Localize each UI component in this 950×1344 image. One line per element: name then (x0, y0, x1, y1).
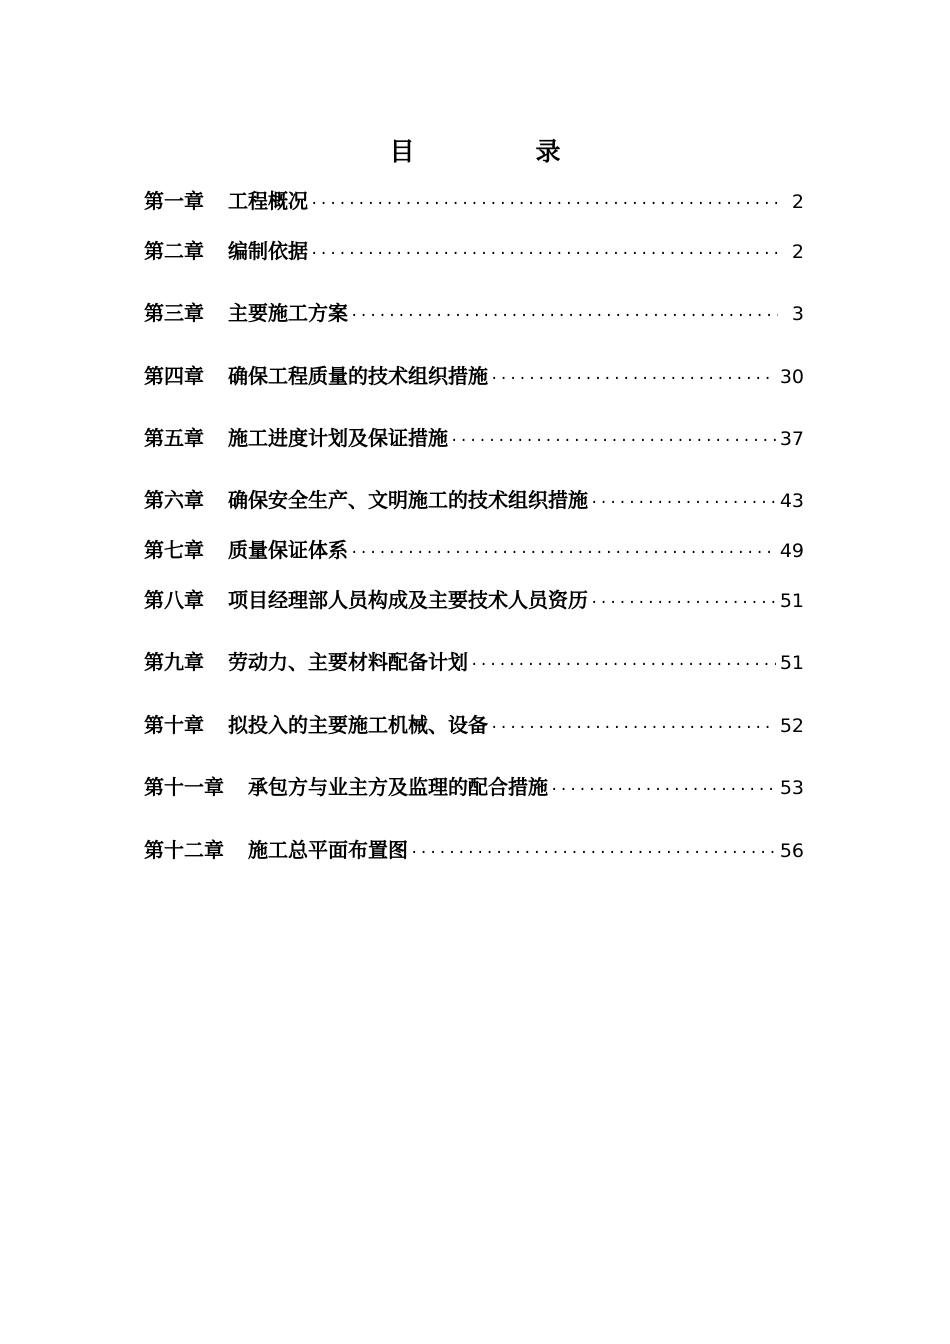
toc-chapter-number: 第十章 (144, 713, 204, 737)
toc-chapter-heading: 项目经理部人员构成及主要技术人员资历 (228, 588, 588, 612)
toc-dot-leader (590, 488, 776, 518)
toc-page-number: 2 (791, 241, 804, 263)
toc-dot-leader (310, 239, 778, 269)
toc-entry[interactable] (144, 535, 804, 565)
toc-entry[interactable] (144, 298, 804, 328)
toc-chapter-heading: 编制依据 (228, 239, 308, 263)
toc-chapter-number: 第五章 (144, 426, 204, 450)
toc-page-number: 53 (779, 777, 804, 799)
toc-page-number: 51 (779, 652, 804, 674)
toc-entry[interactable] (144, 710, 804, 740)
toc-entry[interactable] (144, 647, 804, 677)
toc-entry[interactable] (144, 772, 804, 802)
toc-page-number: 43 (779, 490, 804, 512)
toc-chapter-number: 第七章 (144, 538, 204, 562)
toc-entry[interactable] (144, 485, 804, 515)
toc-chapter-heading: 劳动力、主要材料配备计划 (228, 650, 468, 674)
toc-chapter-number: 第九章 (144, 650, 204, 674)
toc-entry[interactable] (144, 585, 804, 615)
toc-dot-leader (410, 838, 776, 868)
toc-chapter-number: 第一章 (144, 189, 204, 213)
toc-chapter-number: 第八章 (144, 588, 204, 612)
toc-chapter-heading: 施工总平面布置图 (248, 838, 408, 862)
toc-dot-leader (350, 301, 778, 331)
toc-entry[interactable] (144, 361, 804, 391)
toc-page-number: 37 (779, 428, 804, 450)
toc-entry[interactable] (144, 423, 804, 453)
toc-page-number: 30 (779, 366, 804, 388)
toc-page-number: 51 (779, 590, 804, 612)
toc-chapter-number: 第六章 (144, 488, 204, 512)
toc-chapter-number: 第十二章 (144, 838, 224, 862)
toc-chapter-number: 第二章 (144, 239, 204, 263)
toc-chapter-heading: 施工进度计划及保证措施 (228, 426, 448, 450)
toc-dot-leader (590, 588, 776, 618)
toc-entry[interactable] (144, 236, 804, 266)
toc-entry[interactable] (144, 186, 804, 216)
toc-chapter-heading: 主要施工方案 (228, 301, 348, 325)
toc-page-number: 56 (779, 840, 804, 862)
toc-page-number: 52 (779, 715, 804, 737)
toc-dot-leader (470, 650, 776, 680)
toc-chapter-heading: 拟投入的主要施工机械、设备 (228, 713, 488, 737)
toc-dot-leader (450, 426, 776, 456)
toc-chapter-heading: 承包方与业主方及监理的配合措施 (248, 775, 548, 799)
toc-chapter-number: 第三章 (144, 301, 204, 325)
toc-chapter-heading: 质量保证体系 (228, 538, 348, 562)
toc-page-number: 2 (791, 191, 804, 213)
toc-title: 目 录 (389, 137, 609, 166)
toc-chapter-number: 第十一章 (144, 775, 224, 799)
toc-chapter-number: 第四章 (144, 364, 204, 388)
toc-chapter-heading: 确保工程质量的技术组织措施 (228, 364, 488, 388)
toc-chapter-heading: 工程概况 (228, 189, 308, 213)
toc-dot-leader (550, 775, 776, 805)
toc-dot-leader (490, 713, 776, 743)
toc-page-number: 3 (791, 303, 804, 325)
toc-dot-leader (490, 364, 776, 394)
toc-dot-leader (350, 538, 776, 568)
toc-page-number: 49 (779, 540, 804, 562)
toc-entry[interactable] (144, 835, 804, 865)
toc-dot-leader (310, 189, 778, 219)
toc-chapter-heading: 确保安全生产、文明施工的技术组织措施 (228, 488, 588, 512)
